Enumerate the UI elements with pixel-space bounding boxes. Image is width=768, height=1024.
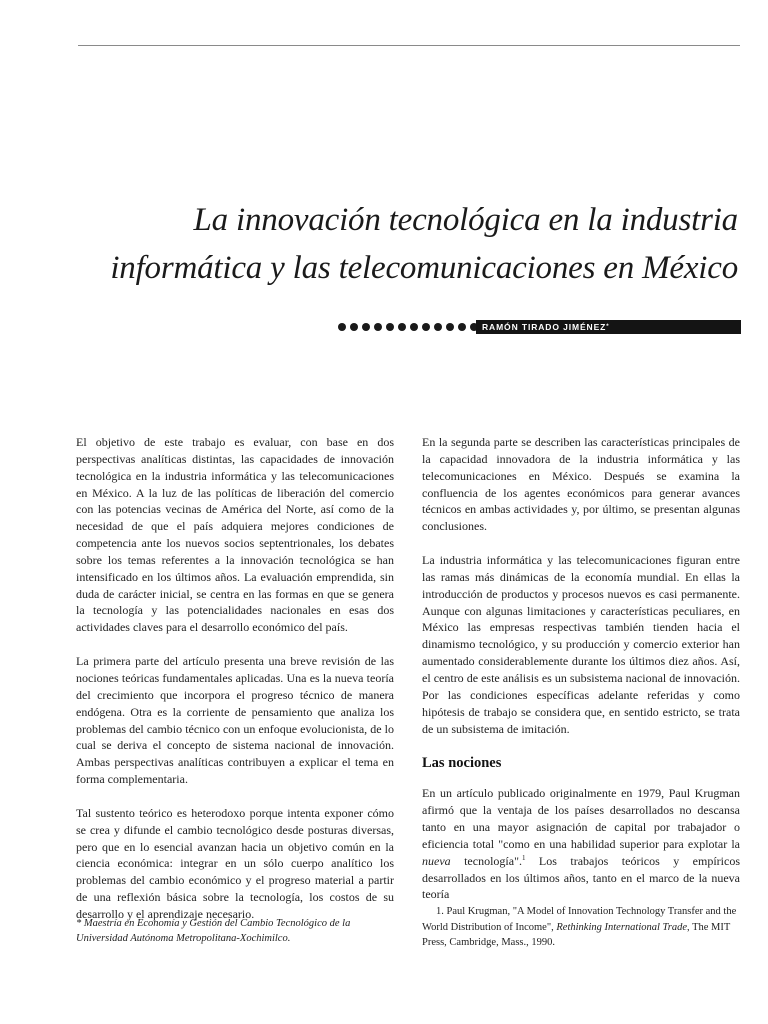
paragraph: En la segunda parte se describen las características principales de la capacidad innovadora de la industria informática y las telecomunicaciones en México. Después se examina la confluencia de los agentes económicos para generar avances técnicos en ambas actividades y, por último, se presentan algunas conclusiones. [422, 435, 740, 534]
dot-icon [422, 323, 430, 331]
title-line-1: La innovación tecnológica en la industria [193, 202, 738, 238]
footnote [422, 904, 740, 951]
section-heading: Las nociones [422, 755, 502, 772]
dot-icon [434, 323, 442, 331]
title-line-2: informática y las telecomunicaciones en México [110, 250, 738, 286]
dot-icon [386, 323, 394, 331]
decorative-dots [338, 320, 478, 334]
dot-icon [338, 323, 346, 331]
text-run: tecnología". [450, 853, 522, 868]
footnote-book-title: Rethinking International Trade [556, 921, 688, 933]
dot-icon [410, 323, 418, 331]
author-affiliation-note: * Maestría en Economía y Gestión del Cambio Tecnológico de la Universidad Autónoma Metropolitana-Xochimilco. [76, 918, 351, 944]
emphasis-text: nueva [422, 853, 451, 868]
dot-icon [362, 323, 370, 331]
right-column [422, 434, 740, 920]
dot-icon [350, 323, 358, 331]
text-run: Los trabajos teóricos y empíricos desarrollados en los últimos años, tanto en el marco de la nueva teoría [422, 853, 740, 902]
author-bar [476, 320, 741, 334]
footnote-reference: 1 [521, 853, 526, 862]
paragraph [422, 785, 740, 903]
author-name: RAMÓN TIRADO JIMÉNEZ [482, 322, 607, 332]
dot-icon [374, 323, 382, 331]
footnote-text: 1. Paul Krugman, "A Model of Innovation Technology Transfer and the World Distribution of Income", [422, 906, 737, 933]
paragraph: La industria informática y las telecomunicaciones figuran entre las ramas más dinámicas de la economía mundial. En ellas la introducción de productos y procesos nuevos es casi permanente. Aunque con algunas limitaciones y características peculiares, en México las empresas respectivas también tienden hacia el dinamismo tecnológico, y su producción y comercio exterior han aumentado considerablemente durante los últimos diez años. Así, el centro de este análisis es un subsistema nacional de innovación. Por las condiciones específicas adelante referidas y como hipótesis de trabajo se considera que, en sentido estricto, se trata de un subsistema de imitación. [422, 553, 740, 736]
article-title [38, 196, 738, 292]
dot-icon [398, 323, 406, 331]
text-run: En un artículo publicado originalmente en 1979, Paul Krugman afirmó que la ventaja de los países desarrollados no descansa tanto en una mayor asignación de capital por trabajador o eficiencia total "como en una habilidad superior para explotar la [422, 786, 740, 851]
footnote-text: , The MIT Press, Cambridge, Mass., 1990. [422, 921, 731, 948]
paragraph: La primera parte del artículo presenta una breve revisión de las nociones teóricas fundamentales aplicadas. Una es la nueva teoría del crecimiento que incorpora el progreso técnico de manera endógena. Otra es la corriente de pensamiento que analiza los problemas del cambio técnico con un enfoque evolucionista, de lo cual se deriva el concepto de sistema nacional de innovación. Ambas perspectivas analíticas contribuyen a explicar el tema en forma complementaria. [76, 654, 394, 787]
left-column [76, 434, 394, 940]
paragraph: El objetivo de este trabajo es evaluar, con base en dos perspectivas analíticas distintas, las capacidades de innovación tecnológica en la industria informática y las telecomunicaciones en México. A la luz de las políticas de liberación del comercio con las potencias vecinas de América del Norte, así como de la necesidad de que el país adquiera mejores condiciones de competencia ante los nuevos socios septentrionales, los debates sobre los temas referentes a la innovación tecnológica se han intensificado en los últimos años. La evaluación emprendida, sin duda de carácter inicial, se centra en las formas en que se genera la tecnología y las potencialidades nacionales en esas dos actividades claves para el desarrollo económico del país. [76, 435, 394, 635]
dot-icon [458, 323, 466, 331]
paragraph: Tal sustento teórico es heterodoxo porque intenta exponer cómo se crea y difunde el cambio tecnológico desde posturas diversas, pero que en lo esencial avanzan hacia un objetivo común en la ciencia económica: integrar en un sólo cuerpo analítico los problemas del cambio económico y el progreso material a partir de una reflexión básica sobre la tecnología, los costos de su desarrollo y el aprendizaje necesario. [76, 805, 394, 921]
byline [338, 320, 741, 334]
dot-icon [446, 323, 454, 331]
header-rule [78, 45, 740, 46]
author-footnote-mark: * [606, 324, 609, 330]
